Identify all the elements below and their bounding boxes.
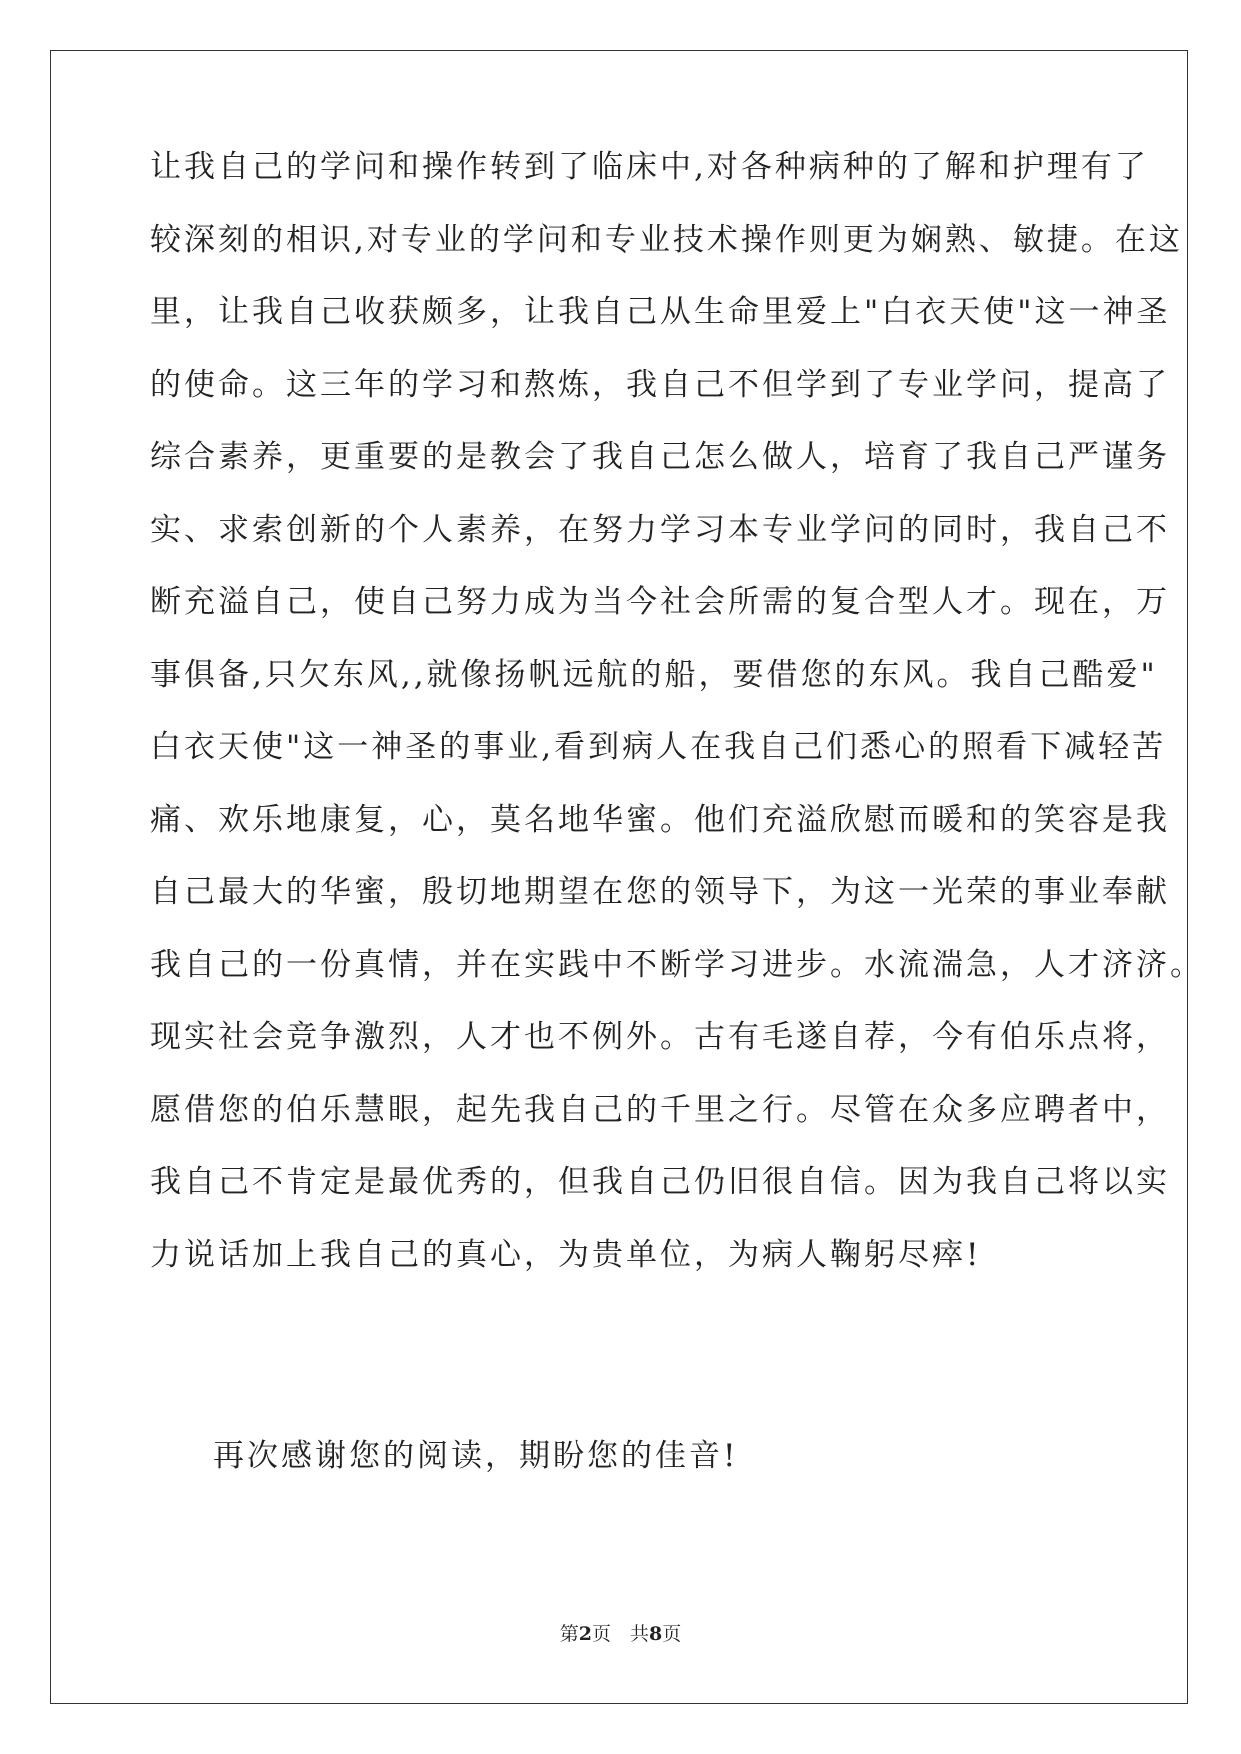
footer-total-pages: 8 [649, 1623, 663, 1645]
footer-page-number: 2 [578, 1623, 592, 1645]
page-footer [0, 1622, 1241, 1646]
body-line: 愿借您的伯乐慧眼，起先我自己的千里之行。尽管在众多应聘者中， [150, 1092, 1170, 1128]
body-line: 较深刻的相识,对专业的学问和专业技术操作则更为娴熟、敏捷。在这 [150, 222, 1183, 258]
body-line: 力说话加上我自己的真心，为贵单位，为病人鞠躬尽瘁! [150, 1237, 982, 1273]
body-line: 事俱备,只欠东风,,就像扬帆远航的船，要借您的东风。我自己酷爱" [150, 657, 1158, 693]
body-line: 实、求索创新的个人素养，在努力学习本专业学问的同时，我自己不 [150, 512, 1170, 548]
footer-page-suffix: 页 [591, 1623, 611, 1645]
body-line: 我自己不肯定是最优秀的，但我自己仍旧很自信。因为我自己将以实 [150, 1164, 1170, 1200]
closing-line: 再次感谢您的阅读，期盼您的佳音! [213, 1438, 739, 1474]
body-line: 里，让我自己收获颇多，让我自己从生命里爱上"白衣天使"这一神圣 [150, 294, 1171, 330]
body-line: 的使命。这三年的学习和熬炼，我自己不但学到了专业学问，提高了 [150, 367, 1170, 403]
body-line: 让我自己的学问和操作转到了临床中,对各种病种的了解和护理有了 [150, 149, 1149, 185]
footer-total-suffix: 页 [662, 1623, 682, 1645]
body-line: 我自己的一份真情，并在实践中不断学习进步。水流湍急，人才济济。 [150, 947, 1204, 983]
body-line: 断充溢自己，使自己努力成为当今社会所需的复合型人才。现在，万 [150, 584, 1170, 620]
body-line: 痛、欢乐地康复，心，莫名地华蜜。他们充溢欣慰而暖和的笑容是我 [150, 802, 1170, 838]
body-line: 综合素养，更重要的是教会了我自己怎么做人，培育了我自己严谨务 [150, 439, 1170, 475]
body-line: 现实社会竞争激烈，人才也不例外。古有毛遂自荐，今有伯乐点将， [150, 1019, 1170, 1055]
body-line: 自己最大的华蜜，殷切地期望在您的领导下，为这一光荣的事业奉献 [150, 874, 1170, 910]
footer-total-prefix: 共 [630, 1623, 650, 1645]
footer-page-prefix: 第 [559, 1623, 579, 1645]
body-line: 白衣天使"这一神圣的事业,看到病人在我自己们悉心的照看下减轻苦 [150, 729, 1167, 765]
